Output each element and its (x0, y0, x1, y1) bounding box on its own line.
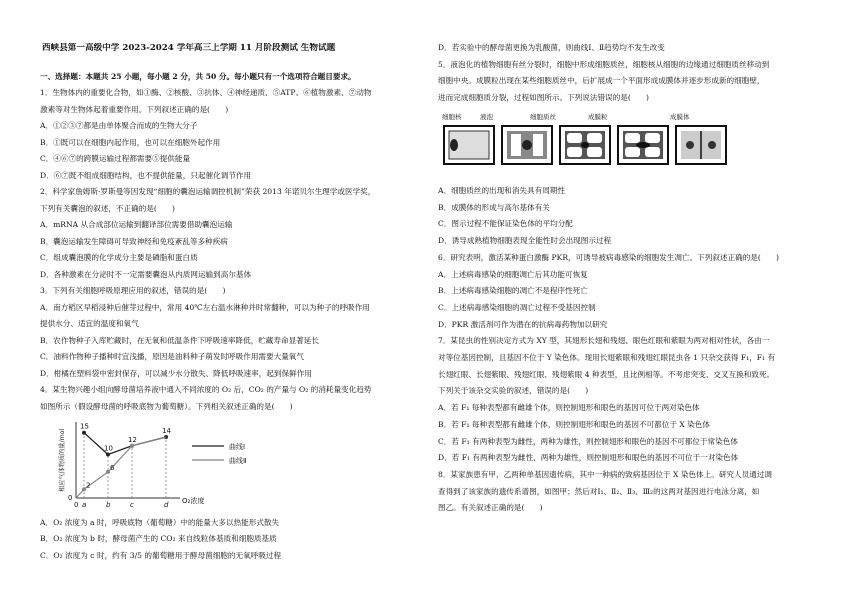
question-line: 8．某家族患有甲、乙两种单基因遗传病，其中一种病的致病基因位于 X 染色体上。研究人员通过调 (438, 469, 772, 479)
vacuole (587, 133, 602, 143)
question-line: D．各种激素在分泌时不一定需要囊泡从内质网运输到高尔基体 (40, 269, 252, 279)
question-line: 提供水分、适宜的温度和氧气 (40, 319, 139, 328)
question-line: 对等位基因控制，且基因不位于 Y 染色体。现用长翅紫眼和残翅红眼昆虫各 1 只杂交获得 F₁，F₁ 有 (438, 353, 776, 362)
x-tick-label: d (164, 501, 169, 509)
vacuole (567, 147, 582, 157)
exam-title: 西峡县第一高级中学 2023-2024 学年高三上学期 11 月阶段测试 生物试题 (42, 43, 336, 53)
question-line: 下列有关囊泡的叙述，不正确的是( ) (40, 203, 176, 213)
nucleus (686, 141, 694, 149)
question-line: 查得到了该家族的遗传系谱图，如图甲；然后对Ⅰ₁、Ⅱ₂、Ⅱ₃、Ⅲ₂的这两对基因进行电泳分离，如 (438, 486, 760, 496)
question-line: D．⑥⑦既不组成细胞结构，也不提供能量，只起催化调节作用 (40, 170, 252, 180)
question-line: C．O₂ 浓度为 c 时，约有 3/5 的葡萄糖用于酵母菌细胞的无氧呼吸过程 (40, 550, 282, 560)
legend-label: 曲线Ⅰ (229, 443, 246, 451)
question-line: 1．生物体内的重要化合物，如①酶、②核酸、③抗体、④神经递质、⑤ATP、⑥植物激素、⑦动物 (40, 88, 372, 97)
x-tick-label: c (130, 501, 134, 509)
question-line: B．成膜体的形成与高尔基体有关 (438, 202, 550, 212)
y-axis-label: 相应气体物质的量/mol (59, 428, 66, 492)
vacuole (567, 133, 582, 143)
x-tick-label: b (106, 501, 111, 509)
figure-label: 细胞核 (442, 113, 462, 121)
cell-division-figure (438, 112, 730, 168)
figure-label: 细胞质丝 (530, 113, 556, 121)
question-line: B．上述病毒感染细胞的凋亡不是程序性死亡 (438, 286, 588, 296)
figure-label: 成膜粒 (588, 113, 608, 121)
question-line: A．mRNA 从合成部位运输到翻译部位需要借助囊泡运输 (40, 220, 233, 229)
data-label: 2 (86, 481, 91, 490)
nucleus (450, 139, 458, 151)
question-line: 激素等对生物体起着重要作用。下列叙述正确的是( ) (40, 104, 229, 114)
legend-label: 曲线Ⅱ (229, 457, 247, 465)
series-1-point (106, 452, 110, 456)
data-label: 6 (110, 463, 115, 472)
question-line: B．囊泡运输发生障碍可导致神经和免疫紊乱等多种疾病 (40, 236, 228, 246)
question-line: 下列关于该杂交实验的叙述，错误的是( ) (438, 386, 589, 396)
vacuole (645, 147, 660, 157)
vacuole (533, 134, 543, 156)
question-line: A．①②③⑦都是由单体聚合而成的生物大分子 (40, 121, 198, 130)
nucleus (708, 141, 716, 149)
x-axis-label: O₂浓度 (182, 497, 205, 505)
question-line: B．若 F₁ 每种表型都有雌雄个体，则控制翅形和眼色的基因不可都位于 X 染色体 (438, 419, 710, 429)
question-line: B．农作物种子入库贮藏时，在无氧和低温条件下呼吸速率降低，贮藏寿命显著延长 (40, 335, 319, 345)
question-line: D．若 F₁ 有两种表型为雌性，两种为雄性，则控制翅形和眼色的基因不可位于一对染色体 (438, 453, 739, 463)
question-line: 细胞中央。成膜粒出现在某些细胞质丝中，后扩展成一个平面形成成膜体并逐步形成新的细胞壁， (438, 76, 765, 86)
question-line: D．PKR 激活剂可作为潜在的抗病毒药物加以研究 (438, 319, 608, 329)
question-line: D．诱导成熟植物细胞表现全能性时会出现图示过程 (438, 236, 612, 246)
question-line: A．细胞质丝的出现和消失具有周期性 (438, 186, 565, 195)
question-line: D．柑橘在塑料袋中密封保存，可以减少水分散失、降低呼吸速率，起到保鲜作用 (40, 368, 312, 378)
question-line: 进而完成细胞质分裂，过程如图所示。下列说法错误的是( ) (438, 92, 649, 102)
series-2-point (130, 444, 134, 448)
phragmoplast (636, 142, 650, 148)
question-line: C．若 F₁ 有两种表型为雌性，两种为雄性，则控制翅形和眼色的基因不可都位于常染色体 (438, 436, 738, 446)
data-label: 12 (128, 435, 137, 444)
question-line: 6．研究表明，激活某种蛋白激酶 PKR，可诱导被病毒感染的细胞发生凋亡。下列叙述正确的是( ) (438, 252, 780, 262)
figure-label: 成膜体 (670, 113, 690, 121)
vacuole (625, 147, 640, 157)
question-line: 4．某生物兴趣小组向酵母菌培养液中通入不同浓度的 O₂ 后，CO₂ 的产量与 O₂ 的消耗量变化趋势 (40, 385, 372, 394)
question-line: 如图所示（假设酵母菌的呼吸底物为葡萄糖）。下列相关叙述正确的是( ) (40, 401, 293, 411)
series-1-point (82, 431, 86, 435)
question-line: C．组成囊泡膜的化学成分主要是磷脂和蛋白质 (40, 253, 198, 262)
data-label: 14 (162, 427, 171, 436)
question-line: C．④⑥⑦的跨膜运输过程都需要⑤提供能量 (40, 154, 191, 163)
question-line: 图乙。有关叙述正确的是( ) (438, 503, 543, 513)
nucleus (522, 140, 532, 150)
question-line: B．①既可以在细胞内起作用，也可以在细胞外起作用 (40, 137, 221, 147)
question-line: B．O₂ 浓度为 b 时，酵母菌产生的 CO₂ 来自线粒体基质和细胞质基质 (40, 534, 277, 544)
vacuole (645, 133, 660, 143)
question-line: A．南方稻区早稻浸种后催芽过程中，常用 40℃左右温水淋种并时常翻种，可以为种子的呼吸作用 (40, 302, 370, 312)
x-tick-label: 0 (74, 501, 79, 509)
question-line: A．若 F₁ 每种表型都有雌雄个体，则控制翅形和眼色的基因可位于两对染色体 (438, 403, 700, 413)
o2-co2-chart (54, 418, 274, 514)
origin-label: 0 (68, 494, 73, 502)
series-curve-1 (84, 433, 166, 455)
data-label: 15 (80, 422, 89, 431)
vacuole (511, 134, 521, 156)
question-line: 2．科学家詹姆斯·罗斯曼等因发现“细胞的囊泡运输调控机制”荣获 2013 年诺贝尔生理学或医学奖， (40, 187, 376, 196)
question-line: C．油料作物种子播种时宜浅播，原因是油料种子萌发时呼吸作用需要大量氧气 (40, 352, 304, 361)
x-tick-label: a (82, 501, 87, 509)
question-line: C．上述病毒感染细胞的凋亡过程不受基因控制 (438, 302, 596, 312)
nucleus (581, 142, 589, 148)
section-heading: 一、选择题：本题共 25 小题，每小题 2 分，共 50 分。每小题只有一个选项符合题目要求。 (40, 72, 356, 81)
question-line: 7．某昆虫的性别决定方式为 XY 型，其翅形长翅和残翅、眼色红眼和紫眼为两对相对性状，各由一 (438, 336, 770, 346)
question-line: D．若实验中的酵母菌更换为乳酸菌，则曲线Ⅰ、Ⅱ趋势均不发生改变 (438, 43, 665, 52)
question-line: A．O₂ 浓度为 a 时，呼吸底物（葡萄糖）中的能量大多以热能形式散失 (40, 518, 280, 527)
data-label: 10 (104, 444, 113, 453)
question-line: C．图示过程不能保证染色体的平均分配 (438, 219, 573, 229)
question-line: 5．液泡化的植物细胞有丝分裂时，细胞中形成细胞质丝，细胞核从细胞的边缘通过细胞质丝移动到 (438, 59, 770, 69)
question-line: 3．下列有关细胞呼吸原理应用的叙述，错误的是( ) (40, 286, 226, 295)
figure-label: 液泡 (480, 113, 493, 121)
question-line: A．上述病毒感染的细胞凋亡后其功能可恢复 (438, 269, 588, 279)
question-line: 长翅红眼、长翅紫眼、残翅红眼、残翅紫眼 4 种表型，且比例相等。不考虑突变、交叉互换和致死。 (438, 369, 775, 379)
vacuole (587, 147, 602, 157)
vacuole (625, 133, 640, 143)
